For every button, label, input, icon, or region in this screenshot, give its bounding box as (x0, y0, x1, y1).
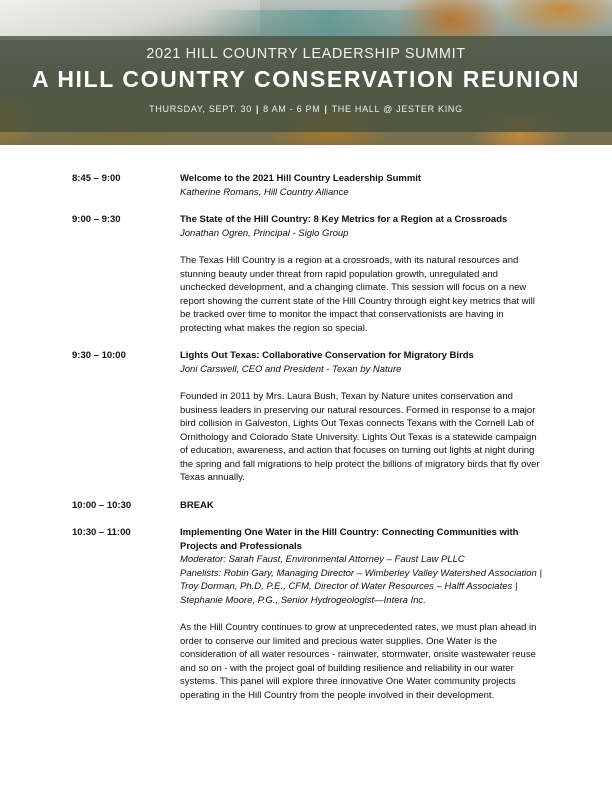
session-description: Founded in 2011 by Mrs. Laura Bush, Texan by Nature unites conservation and business leaders in preserving our natural resources. Formed in response to a major bird collision in Galveston, Lights Out Texas connects Texans with the Cornell Lab of Ornithology and Colorado State University. Lights Out Texas is a statewide campaign of education, awareness, and action that focuses on turning out lights at night during the spring and fall migrations to help protect the billions of migratory birds that fly over Texas annually. (180, 391, 540, 483)
session-time: 10:00 – 10:30 (72, 499, 132, 511)
session-speaker: Katherine Romans, Hill Country Alliance (180, 186, 349, 198)
session-moderator: Moderator: Sarah Faust, Environmental Attorney – Faust Law PLLC (180, 554, 465, 565)
session-speaker: Joni Carswell, CEO and President - Texan by Nature (180, 363, 402, 375)
session-speaker: Jonathan Ogren, Principal - Siglo Group (180, 227, 349, 239)
session-content (180, 172, 542, 199)
details-separator: | (324, 104, 328, 114)
event-date: THURSDAY, SEPT. 30 (149, 104, 252, 114)
agenda-item (72, 213, 546, 335)
session-time: 10:30 – 11:00 (72, 527, 131, 538)
event-details (0, 104, 612, 114)
session-time: 8:45 – 9:00 (72, 173, 121, 184)
agenda-item (72, 526, 546, 702)
session-title: The State of the Hill Country: 8 Key Metrics for a Region at a Crossroads (180, 214, 508, 225)
header-banner (0, 0, 612, 145)
event-subtitle: 2021 HILL COUNTRY LEADERSHIP SUMMIT (146, 46, 466, 62)
session-description: As the Hill Country continues to grow at unprecedented rates, we must plan ahead in order to conserve our limited and precious water supplies. One Water is the consideration of all water resources - rainwater, stormwater, onsite wastewater reuse and so on - with the project goal of building resilience and reliability in our water systems. This panel will explore three innovative One Water community projects operating in the Hill Country from the people involved in their development. (180, 622, 537, 701)
agenda-item (72, 172, 546, 199)
session-title: BREAK (180, 499, 214, 511)
session-panelists: Panelists: Robin Gary, Managing Director – Wimberley Valley Watershed Association | Troy Dorman, Ph.D, P.E., CFM, Director of Water Resources – Halff Associates | Stephanie Moore, P.G., Senior Hydrogeologist—Intera Inc. (180, 567, 542, 606)
event-title: A HILL COUNTRY CONSERVATION REUNION (32, 66, 580, 92)
session-content (180, 526, 542, 702)
session-time: 9:00 – 9:30 (72, 214, 121, 225)
session-title: Implementing One Water in the Hill Country: Connecting Communities with Projects and Professionals (180, 527, 519, 552)
event-venue: THE HALL @ JESTER KING (331, 104, 463, 114)
agenda-item (72, 499, 546, 513)
session-content (180, 213, 542, 335)
session-title: Lights Out Texas: Collaborative Conservation for Migratory Birds (180, 350, 474, 361)
session-content (180, 499, 542, 513)
session-title: Welcome to the 2021 Hill Country Leadership Summit (180, 173, 422, 184)
agenda-item (72, 349, 546, 485)
session-time: 9:30 – 10:00 (72, 350, 126, 361)
session-content (180, 349, 542, 485)
agenda-list (72, 172, 546, 716)
details-separator: | (255, 104, 260, 114)
session-description: The Texas Hill Country is a region at a crossroads, with its natural resources and stunning beauty under threat from rapid population growth, unregulated and unchecked development, and a changing climate. This session will focus on a new report showing the current state of the Hill Country through eight key metrics that will be tracked over time to monitor the impact that conservationists are having in protecting what makes the region so special. (180, 255, 535, 334)
event-time: 8 AM - 6 PM (263, 104, 321, 114)
